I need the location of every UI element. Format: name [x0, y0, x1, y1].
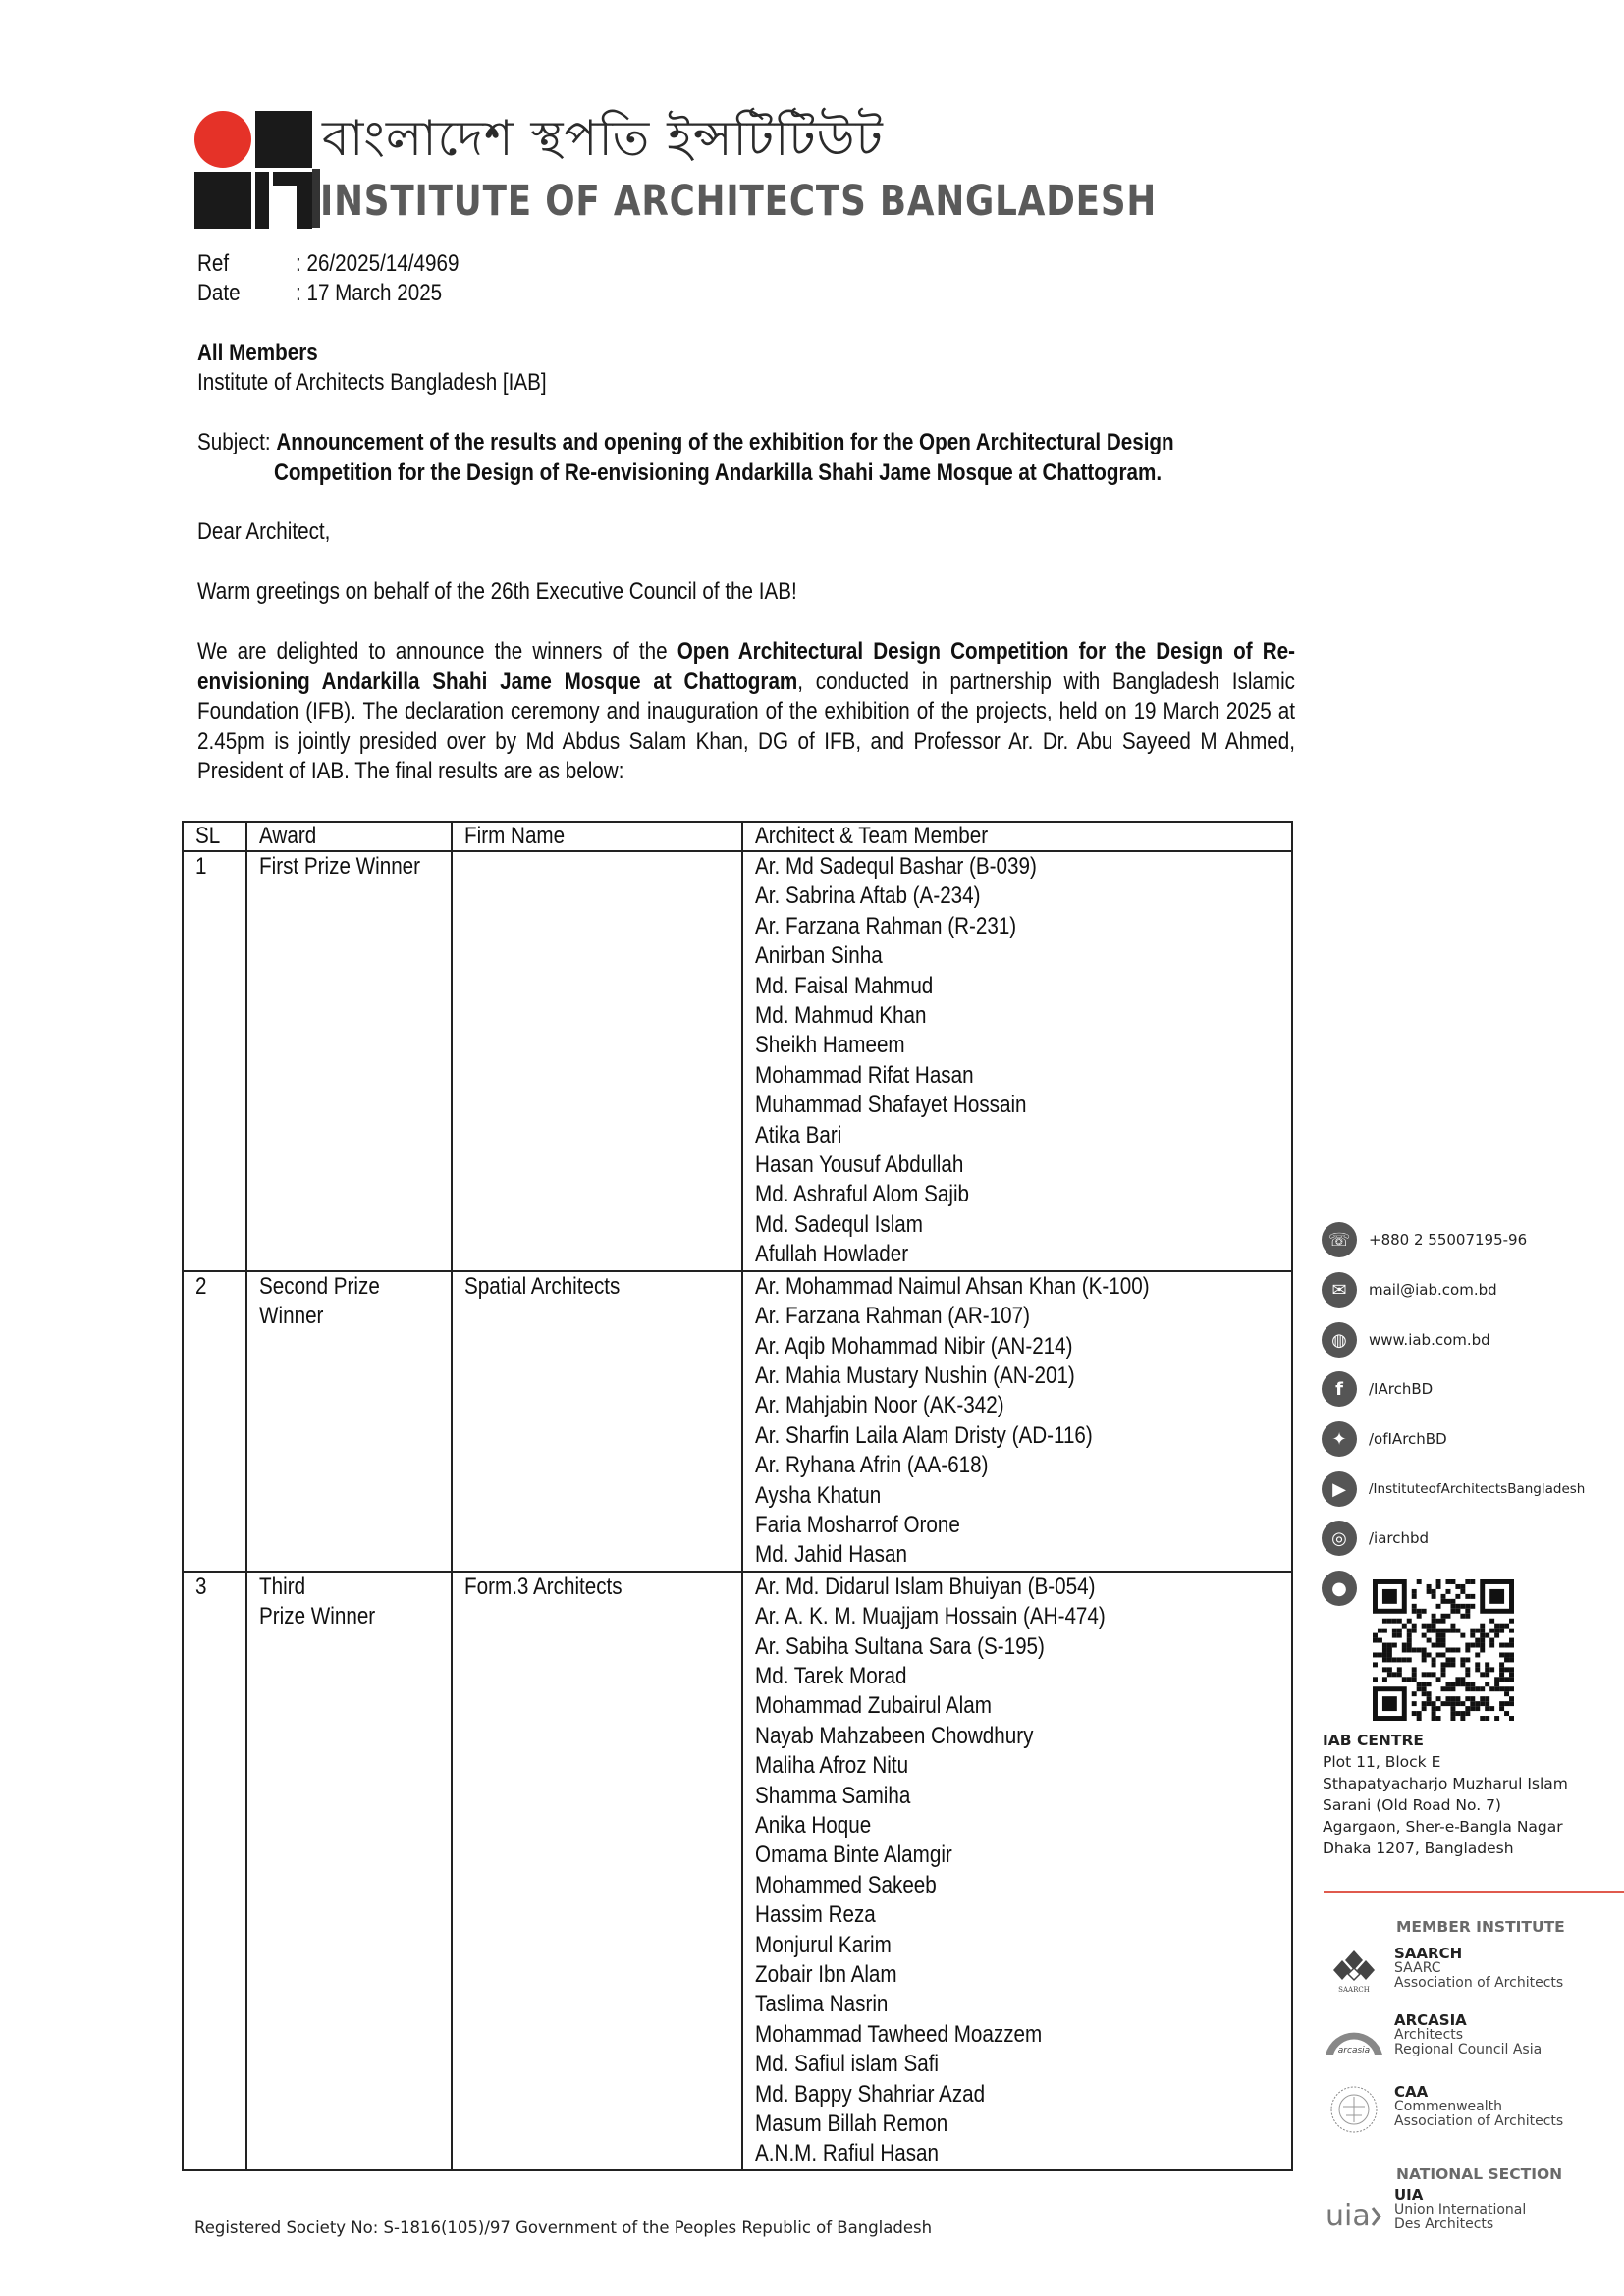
- header-team: Architect & Team Member: [742, 822, 1292, 851]
- cell-award-line: Second Prize: [259, 1272, 380, 1300]
- cell-team-line: Sheikh Hameem: [755, 1032, 905, 1059]
- twitter-text[interactable]: /ofIArchBD: [1369, 1430, 1447, 1448]
- cell-firm: [452, 1572, 742, 2170]
- cell-team-line: Faria Mosharrof Orone: [755, 1511, 960, 1538]
- cell-team-line: Aysha Khatun: [755, 1481, 882, 1509]
- cell-team-line: Maliha Afroz Nitu: [755, 1752, 909, 1780]
- location-icon: ●: [1322, 1571, 1357, 1606]
- recipient-line2: Institute of Architects Bangladesh [IAB]: [197, 369, 547, 396]
- divider-rule: [1324, 1891, 1624, 1893]
- cell-sl: [183, 1271, 246, 1572]
- youtube-text[interactable]: /InstituteofArchitectsBangladesh: [1369, 1481, 1586, 1497]
- arcasia-logo: [1324, 2013, 1384, 2062]
- contact-phone: [1322, 1222, 1527, 1257]
- cell-team-line: Md. Safiul islam Safi: [755, 2051, 940, 2078]
- body-paragraph: [197, 637, 1295, 787]
- recipient-line1: All Members: [197, 340, 318, 366]
- cell-team-line: Ar. Mahjabin Noor (AK-342): [755, 1392, 1004, 1419]
- caa-name: CAA: [1394, 2083, 1429, 2101]
- uia-logo: [1324, 2188, 1384, 2237]
- instagram-text[interactable]: /iarchbd: [1369, 1529, 1430, 1547]
- svg-text:arcasia: arcasia: [1337, 2046, 1371, 2056]
- cell-firm: [452, 851, 742, 1271]
- qr-code: [1373, 1579, 1514, 1721]
- iab-logo: [194, 111, 312, 229]
- results-table: [182, 821, 1293, 2171]
- table-row: [183, 1271, 1292, 1572]
- body-rest: , conducted in partnership with Bangladesh Islamic Foundation (IFB). The declaration ceremony and inauguration of the exhibition of the projects, held on 19 March 2025 at 2.45pm is jointly presided over by Md Abdus Salam Khan, DG of IFB, and Professor Ar. Dr. Abu Sayeed M Ahmed, President of IAB. The final results are as below:: [197, 667, 1295, 784]
- cell-award: [246, 1572, 452, 2170]
- ref-label: Ref: [197, 250, 230, 277]
- cell-team-line: Ar. Md. Didarul Islam Bhuiyan (B-054): [755, 1573, 1096, 1600]
- cell-firm-line: Spatial Architects: [464, 1272, 621, 1300]
- cell-firm: [452, 1271, 742, 1572]
- cell-team-line: Atika Bari: [755, 1121, 842, 1148]
- cell-team-line: Afullah Howlader: [755, 1241, 909, 1268]
- table-row: [183, 1572, 1292, 2170]
- logo-bangla-name: বাংলাদেশ স্থপতি ইন্সটিটিউট: [322, 110, 884, 167]
- cell-team-line: Omama Binte Alamgir: [755, 1842, 952, 1869]
- facebook-text[interactable]: /IArchBD: [1369, 1380, 1434, 1398]
- address-line: Plot 11, Block E: [1323, 1753, 1441, 1771]
- header-award: Award: [246, 822, 452, 851]
- address-line: Dhaka 1207, Bangladesh: [1323, 1840, 1514, 1857]
- caa-logo: [1324, 2085, 1384, 2134]
- contact-facebook[interactable]: [1322, 1371, 1433, 1407]
- globe-icon: ◍: [1322, 1322, 1357, 1358]
- cell-team-line: Hasan Yousuf Abdullah: [755, 1151, 964, 1179]
- caa-membership: [1324, 2085, 1563, 2134]
- cell-team-line: Ar. Md Sadequl Bashar (B-039): [755, 853, 1037, 880]
- contact-youtube[interactable]: [1322, 1471, 1585, 1507]
- member-institute-heading: MEMBER INSTITUTE: [1396, 1918, 1565, 1936]
- cell-team-line: Md. Tarek Morad: [755, 1662, 907, 1689]
- facebook-icon: f: [1322, 1371, 1357, 1407]
- cell-team-line: Ar. Sabiha Sultana Sara (S-195): [755, 1632, 1045, 1660]
- mail-icon: ✉: [1322, 1272, 1357, 1308]
- cell-team-line: Ar. Sabrina Aftab (A-234): [755, 882, 981, 910]
- header-sl: SL: [183, 822, 246, 851]
- cell-team-line: Md. Ashraful Alom Sajib: [755, 1181, 970, 1208]
- cell-team-line: A.N.M. Rafiul Hasan: [755, 2140, 940, 2167]
- cell-team-line: Mohammad Rifat Hasan: [755, 1061, 974, 1089]
- cell-sl-line: 1: [195, 853, 207, 880]
- cell-award-line: Third: [259, 1573, 306, 1600]
- subject-line1: Announcement of the results and opening of the exhibition for the Open Architectural Design: [276, 429, 1174, 455]
- cell-award-line: First Prize Winner: [259, 853, 421, 880]
- svg-text:SAARCH: SAARCH: [1338, 1986, 1370, 1994]
- cell-team-line: Md. Faisal Mahmud: [755, 972, 934, 999]
- body-intro: We are delighted to announce the winners of the: [197, 638, 677, 665]
- arcasia-membership: [1324, 2013, 1542, 2062]
- date-label: Date: [197, 280, 241, 306]
- cell-team-line: Taslima Nasrin: [755, 1991, 889, 2018]
- cell-team-line: Masum Billah Remon: [755, 2110, 948, 2138]
- greeting: Warm greetings on behalf of the 26th Executive Council of the IAB!: [197, 578, 797, 605]
- cell-award-line: Winner: [259, 1303, 324, 1330]
- contact-email[interactable]: [1322, 1272, 1497, 1308]
- cell-team-line: Muhammad Shafayet Hossain: [755, 1092, 1027, 1119]
- cell-sl-line: 3: [195, 1573, 207, 1600]
- salutation: Dear Architect,: [197, 518, 331, 545]
- header-firm-name: Firm Name: [452, 822, 742, 851]
- contact-twitter[interactable]: [1322, 1421, 1447, 1457]
- cell-team-line: Nayab Mahzabeen Chowdhury: [755, 1722, 1034, 1749]
- saarch-name: SAARCH: [1394, 1945, 1463, 1962]
- twitter-icon: ✦: [1322, 1421, 1357, 1457]
- cell-award: [246, 1271, 452, 1572]
- cell-team: [742, 851, 1292, 1271]
- arcasia-line2: Regional Council Asia: [1394, 2042, 1543, 2057]
- saarch-logo: [1324, 1947, 1384, 1996]
- web-text[interactable]: www.iab.com.bd: [1369, 1331, 1490, 1349]
- cell-team-line: Ar. Ryhana Afrin (AA-618): [755, 1452, 989, 1479]
- subject-line2: Competition for the Design of Re-envisioning Andarkilla Shahi Jame Mosque at Chattogram.: [274, 459, 1163, 486]
- logo-divider: [312, 169, 320, 228]
- subject: [197, 428, 1174, 457]
- cell-firm-line: Form.3 Architects: [464, 1573, 623, 1600]
- saarch-membership: [1324, 1947, 1563, 1996]
- cell-team-line: Anirban Sinha: [755, 942, 883, 970]
- cell-team-line: Mohammad Tawheed Moazzem: [755, 2020, 1043, 2048]
- cell-award-line: Prize Winner: [259, 1603, 376, 1630]
- contact-location: [1322, 1571, 1357, 1606]
- cell-team-line: Zobair Ibn Alam: [755, 1961, 897, 1989]
- national-section-heading: NATIONAL SECTION: [1396, 2165, 1563, 2183]
- table-row: [183, 851, 1292, 1271]
- svg-text:uia: uia: [1326, 2199, 1371, 2233]
- uia-membership: [1324, 2188, 1526, 2237]
- cell-team-line: Ar. Aqib Mohammad Nibir (AN-214): [755, 1332, 1073, 1360]
- results-body: [183, 851, 1292, 2170]
- arcasia-name: ARCASIA: [1394, 2011, 1467, 2029]
- cell-team-line: Ar. Sharfin Laila Alam Dristy (AD-116): [755, 1421, 1093, 1449]
- cell-team-line: Ar. Farzana Rahman (AR-107): [755, 1303, 1030, 1330]
- phone-icon: ☏: [1322, 1222, 1357, 1257]
- cell-sl: [183, 1572, 246, 2170]
- arcasia-line1: Architects: [1394, 2027, 1464, 2043]
- cell-team-line: Md. Mahmud Khan: [755, 1002, 927, 1030]
- cell-team-line: Anika Hoque: [755, 1812, 872, 1839]
- youtube-icon: ▶: [1322, 1471, 1357, 1507]
- address-line: Sthapatyacharjo Muzharul Islam: [1323, 1775, 1568, 1792]
- table-header-row: [183, 822, 1292, 851]
- cell-team-line: Mohammed Sakeeb: [755, 1871, 937, 1898]
- cell-team-line: Ar. Farzana Rahman (R-231): [755, 912, 1017, 939]
- cell-team-line: Hassim Reza: [755, 1901, 876, 1929]
- cell-team: [742, 1572, 1292, 2170]
- caa-line1: Commenwealth: [1394, 2099, 1502, 2114]
- body-competition-name: Open Architectural Design Competition for the Design of Re-envisioning Andarkilla Shahi Jame Mosque at Chattogram: [197, 638, 1295, 695]
- cell-sl-line: 2: [195, 1272, 207, 1300]
- saarch-line1: SAARC: [1394, 1960, 1441, 1976]
- email-text[interactable]: mail@iab.com.bd: [1369, 1281, 1497, 1299]
- cell-team-line: Shamma Samiha: [755, 1782, 911, 1809]
- logo-english-name: INSTITUTE OF ARCHITECTS BANGLADESH: [320, 177, 1158, 226]
- cell-team: [742, 1271, 1292, 1572]
- cell-team-line: Ar. Mohammad Naimul Ahsan Khan (K-100): [755, 1272, 1150, 1300]
- uia-line1: Union International: [1394, 2202, 1527, 2217]
- cell-team-line: Md. Jahid Hasan: [755, 1541, 907, 1569]
- phone-text: +880 2 55007195-96: [1369, 1231, 1528, 1249]
- instagram-icon: ◎: [1322, 1521, 1357, 1556]
- ref-value: : 26/2025/14/4969: [296, 250, 460, 277]
- caa-line2: Association of Architects: [1394, 2113, 1564, 2129]
- contact-instagram[interactable]: [1322, 1521, 1429, 1556]
- cell-sl: [183, 851, 246, 1271]
- iab-centre-title: IAB CENTRE: [1323, 1732, 1425, 1749]
- address-line: Sarani (Old Road No. 7): [1323, 1796, 1501, 1814]
- cell-team-line: Md. Bappy Shahriar Azad: [755, 2080, 986, 2108]
- cell-team-line: Md. Sadequl Islam: [755, 1210, 923, 1238]
- uia-name: UIA: [1394, 2186, 1424, 2204]
- cell-team-line: Mohammad Zubairul Alam: [755, 1692, 992, 1720]
- registration-footer: Registered Society No: S-1816(105)/97 Government of the Peoples Republic of Bangladesh: [194, 2218, 933, 2237]
- subject-label: Subject:: [197, 429, 271, 455]
- cell-award: [246, 851, 452, 1271]
- cell-team-line: Ar. A. K. M. Muajjam Hossain (AH-474): [755, 1603, 1106, 1630]
- contact-web[interactable]: [1322, 1322, 1490, 1358]
- address-line: Agargaon, Sher-e-Bangla Nagar: [1323, 1818, 1563, 1836]
- iab-centre-address: [1323, 1730, 1568, 1859]
- cell-team-line: Ar. Mahia Mustary Nushin (AN-201): [755, 1362, 1075, 1389]
- date-value: : 17 March 2025: [296, 280, 443, 306]
- uia-line2: Des Architects: [1394, 2216, 1494, 2232]
- saarch-line2: Association of Architects: [1394, 1975, 1564, 1991]
- cell-team-line: Monjurul Karim: [755, 1931, 892, 1958]
